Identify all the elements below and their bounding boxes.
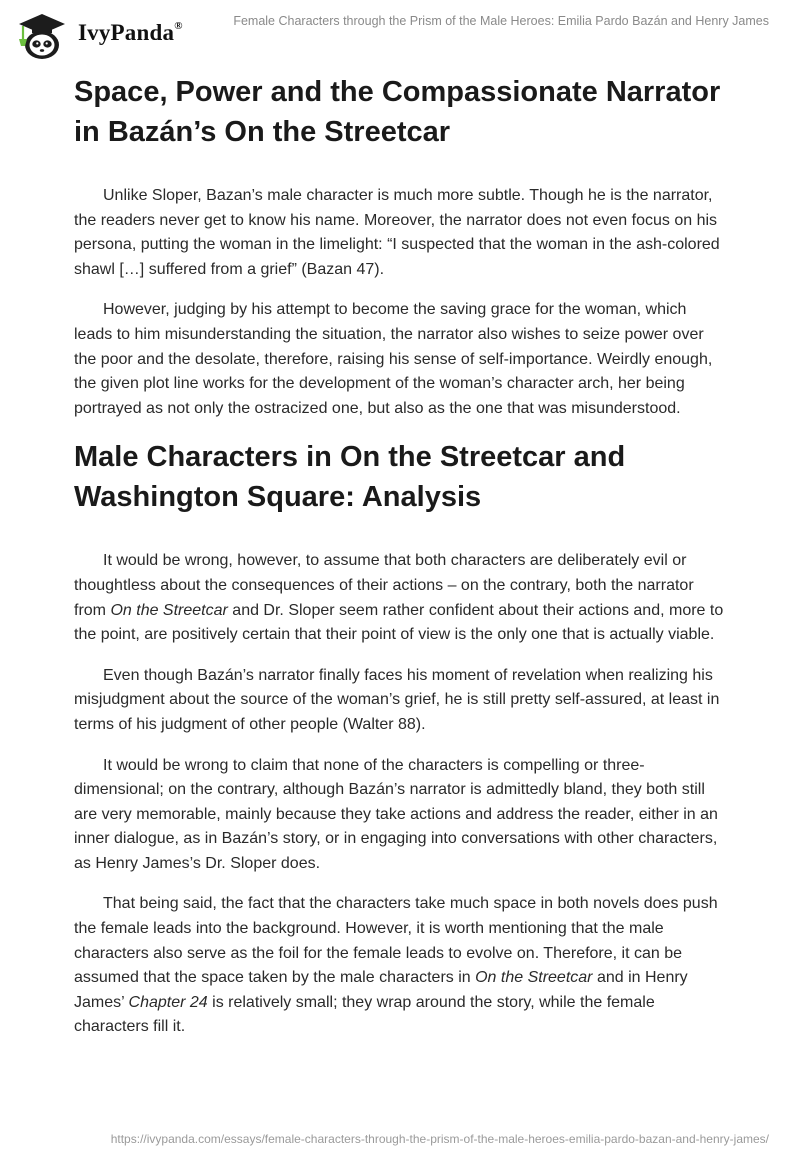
paragraph: It would be wrong, however, to assume that both characters are deliberately evil or thoughtless about the consequences of their actions – on the contrary, both the narrator from On the Streetcar and Dr. Sloper seem rather confident about their actions and, more to the point, are positively certain that their point of view is the only one that is actually viable. xyxy=(74,552,724,644)
page-header xyxy=(0,0,800,68)
paragraph: However, judging by his attempt to become the saving grace for the woman, which leads to him misunderstanding the situation, the narrator also wishes to seize power over the poor and the desolate, therefore, raising his sense of self-importance. Weirdly enough, the given plot line works for the development of the woman’s character arch, her being portrayed as not only the ostracized one, but also as the one that was misunderstood. xyxy=(74,301,713,417)
document-title: Female Characters through the Prism of the Male Heroes: Emilia Pardo Bazán and Henry James xyxy=(233,14,769,28)
paragraph: That being said, the fact that the characters take much space in both novels does push the female leads into the background. However, it is worth mentioning that the male characters also serve as the foil for the female leads to evolve on. Therefore, it can be assumed that the space taken by the male characters in On the Streetcar and in Henry James’ Chapter 24 is relatively small; they wrap around the story, while the female characters fill it. xyxy=(74,895,718,1036)
registered-mark: ® xyxy=(174,20,183,33)
brand-logo-text[interactable] xyxy=(78,20,183,46)
italic-title: On the Streetcar xyxy=(475,969,593,987)
section-heading: Space, Power and the Compassionate Narrator in Bazán’s On the Streetcar xyxy=(74,76,721,148)
paragraph: Even though Bazán’s narrator finally faces his moment of revelation when realizing his misjudgment about the source of the woman’s grief, he is still pretty self-assured, at least in terms of his judgment of other people (Walter 88). xyxy=(74,666,720,733)
italic-title: On the Streetcar xyxy=(110,601,228,619)
italic-title: Chapter 24 xyxy=(128,993,208,1011)
section-heading: Male Characters in On the Streetcar and Washington Square: Analysis xyxy=(74,441,626,514)
article-content xyxy=(74,72,726,1056)
paragraph: Unlike Sloper, Bazan’s male character is much more subtle. Though he is the narrator, the readers never get to know his name. Moreover, the narrator does not even focus on his persona, putting the woman in the limelight: “I suspected that the woman in the ash-colored shawl […] suffered from a grief” (Bazan 47). xyxy=(74,187,720,278)
brand-name: IvyPanda xyxy=(78,20,175,45)
source-url[interactable]: https://ivypanda.com/essays/female-characters-through-the-prism-of-the-male-heroes-emilia-pardo-bazan-and-henry-james/ xyxy=(110,1132,769,1146)
panda-graduate-icon[interactable] xyxy=(14,9,70,61)
paragraph: It would be wrong to claim that none of the characters is compelling or three-dimensional; on the contrary, although Bazán’s narrator is admittedly bland, they both still are very memorable, mainly because they take actions and address the reader, either in an inner dialogue, as in Bazán’s story, or in engaging into conversations with other characters, as Henry James’s Dr. Sloper does. xyxy=(74,756,718,872)
